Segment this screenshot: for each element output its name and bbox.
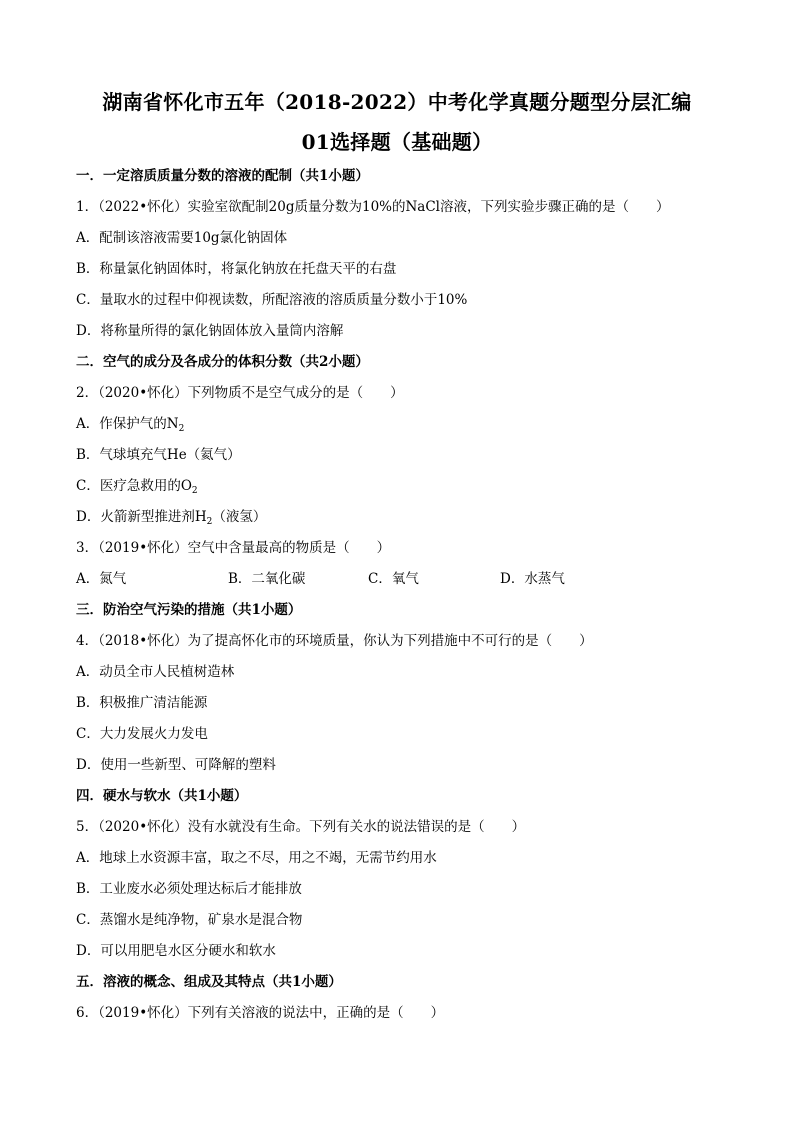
question-3-option-a: A．氮气 [76, 571, 127, 587]
question-2-option-b: B．气球填充气He（氦气） [76, 447, 241, 463]
section-heading-5: 五．溶液的概念、组成及其特点（共1小题） [76, 974, 342, 990]
question-3-option-b: B．二氧化碳 [228, 571, 306, 587]
question-4-option-c: C．大力发展火力发电 [76, 726, 208, 742]
question-4-option-d: D．使用一些新型、可降解的塑料 [76, 757, 276, 773]
question-5-option-a: A．地球上水资源丰富，取之不尽，用之不竭，无需节约用水 [76, 850, 437, 866]
question-3-options [76, 569, 716, 589]
question-2-option-a: A．作保护气的$N_2$ [76, 416, 185, 434]
question-3-stem: 3．（2019•怀化）空气中含量最高的物质是（ ） [76, 540, 391, 556]
section-heading-4: 四．硬水与软水（共1小题） [76, 788, 248, 804]
question-4-option-b: B．积极推广清洁能源 [76, 695, 208, 711]
document-title: 湖南省怀化市五年（2018-2022）中考化学真题分题型分层汇编 [102, 90, 692, 114]
question-5-option-c: C．蒸馏水是纯净物，矿泉水是混合物 [76, 912, 303, 928]
section-heading-1: 一．一定溶质质量分数的溶液的配制（共1小题） [76, 168, 369, 184]
question-5-option-d: D．可以用肥皂水区分硬水和软水 [76, 943, 276, 959]
document-subtitle: 01选择题（基础题） [301, 130, 493, 154]
question-6-stem: 6．（2019•怀化）下列有关溶液的说法中，正确的是（ ） [76, 1005, 445, 1021]
question-4-stem: 4．（2018•怀化）为了提高怀化市的环境质量，你认为下列措施中不可行的是（ ） [76, 633, 593, 649]
question-1-option-d: D．将称量所得的氯化钠固体放入量筒内溶解 [76, 323, 344, 339]
question-5-stem: 5．（2020•怀化）没有水就没有生命。下列有关水的说法错误的是（ ） [76, 819, 526, 835]
section-heading-2: 二．空气的成分及各成分的体积分数（共2小题） [76, 354, 369, 370]
question-5-option-b: B．工业废水必须处理达标后才能排放 [76, 881, 302, 897]
question-4-option-a: A．动员全市人民植树造林 [76, 664, 235, 680]
question-2-option-c: C．医疗急救用的$O_2$ [76, 478, 198, 496]
question-2-option-d: D．火箭新型推进剂$H_2$（液氢） [76, 509, 267, 527]
question-1-option-c: C．量取水的过程中仰视读数，所配溶液的溶质质量分数小于10% [76, 292, 468, 308]
question-3-option-d: D．水蒸气 [500, 571, 565, 587]
question-2-stem: 2．（2020•怀化）下列物质不是空气成分的是（ ） [76, 385, 404, 401]
question-1-stem: 1．（2022•怀化）实验室欲配制20g质量分数为10%的NaCl溶液，下列实验步骤正确的是（ ） [76, 199, 670, 215]
question-1-option-b: B．称量氯化钠固体时，将氯化钠放在托盘天平的右盘 [76, 261, 397, 277]
question-3-option-c: C．氧气 [368, 571, 419, 587]
section-heading-3: 三．防治空气污染的措施（共1小题） [76, 602, 302, 618]
question-1-option-a: A．配制该溶液需要10g氯化钠固体 [76, 230, 288, 246]
